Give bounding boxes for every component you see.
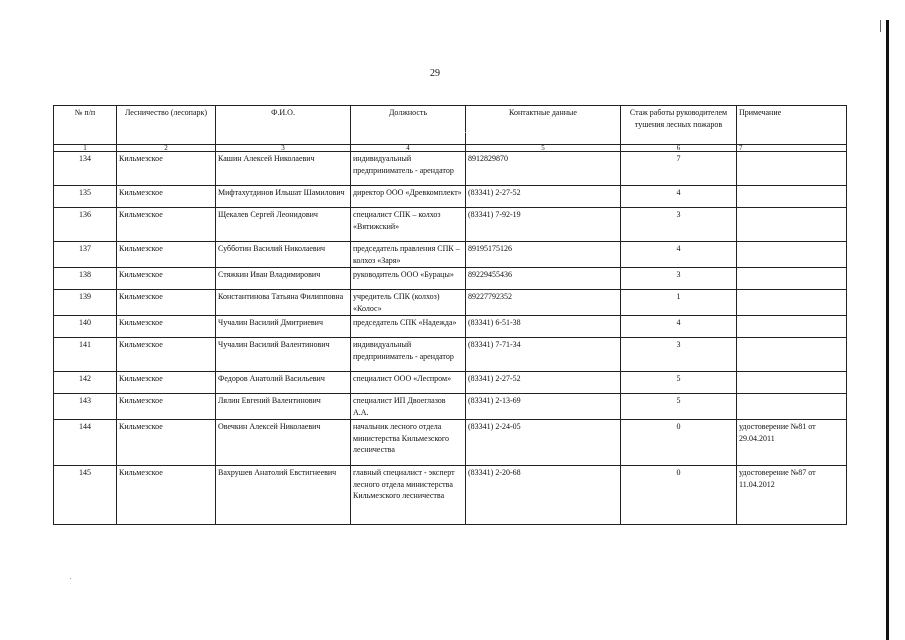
row-number: 137 (54, 242, 117, 268)
column-number: 3 (216, 145, 351, 152)
position-cell: индивидуальный предприниматель - арендатор (351, 338, 466, 372)
experience-cell: 7 (621, 152, 737, 186)
experience-cell: 3 (621, 208, 737, 242)
note-cell (737, 242, 847, 268)
row-number: 144 (54, 420, 117, 466)
table-row (54, 372, 847, 394)
note-cell (737, 186, 847, 208)
full-name-cell: Субботин Василий Николаевич (216, 242, 351, 268)
full-name-cell: Лялин Евгений Валентинович (216, 394, 351, 420)
contacts-cell: 89195175126 (466, 242, 621, 268)
forestry-cell: Кильмезское (117, 208, 216, 242)
header-cell: Примечание (737, 106, 847, 145)
row-number: 140 (54, 316, 117, 338)
row-number: 138 (54, 268, 117, 290)
column-number: 6 (621, 145, 737, 152)
experience-cell: 0 (621, 466, 737, 525)
header-cell: № п/п (54, 106, 117, 145)
contacts-cell: (83341) 2-27-52 (466, 372, 621, 394)
forestry-cell: Кильмезское (117, 268, 216, 290)
table-row (54, 152, 847, 186)
table-row (54, 338, 847, 372)
header-row (54, 106, 847, 145)
full-name-cell: Щекалев Сергей Леонидович (216, 208, 351, 242)
full-name-cell: Чучалин Василий Валентинович (216, 338, 351, 372)
scan-mark (70, 578, 71, 579)
note-cell (737, 268, 847, 290)
note-cell: удостоверение №81 от 29.04.2011 (737, 420, 847, 466)
contacts-cell: (83341) 6-51-38 (466, 316, 621, 338)
column-number: 1 (54, 145, 117, 152)
experience-cell: 4 (621, 242, 737, 268)
table-row (54, 420, 847, 466)
forestry-cell: Кильмезское (117, 290, 216, 316)
position-cell: специалист ИП Двоеглазов А.А. (351, 394, 466, 420)
forestry-cell: Кильмезское (117, 316, 216, 338)
full-name-cell: Вахрушев Анатолий Евстигнеевич (216, 466, 351, 525)
row-number: 141 (54, 338, 117, 372)
forestry-cell: Кильмезское (117, 394, 216, 420)
row-number: 139 (54, 290, 117, 316)
table-row (54, 186, 847, 208)
full-name-cell: Федоров Анатолий Васильевич (216, 372, 351, 394)
full-name-cell: Овечкин Алексей Николаевич (216, 420, 351, 466)
note-cell (737, 208, 847, 242)
position-cell: начальник лесного отдела министерства Кильмезского лесничества (351, 420, 466, 466)
contacts-cell: 8912829870 (466, 152, 621, 186)
experience-cell: 1 (621, 290, 737, 316)
header-cell: Ф.И.О. (216, 106, 351, 145)
full-name-cell: Кашин Алексей Николаевич (216, 152, 351, 186)
table-row (54, 208, 847, 242)
row-number: 143 (54, 394, 117, 420)
position-cell: специалист ООО «Леспром» (351, 372, 466, 394)
header-cell: Контактные данные (466, 106, 621, 145)
row-number: 145 (54, 466, 117, 525)
position-cell: индивидуальный предприниматель - арендатор (351, 152, 466, 186)
experience-cell: 3 (621, 338, 737, 372)
contacts-cell: (83341) 7-92-19 (466, 208, 621, 242)
position-cell: руководитель ООО «Бурацы» (351, 268, 466, 290)
note-cell (737, 290, 847, 316)
full-name-cell: Чучалин Василий Дмитриевич (216, 316, 351, 338)
table-row (54, 290, 847, 316)
position-cell: директор ООО «Древкомплект» (351, 186, 466, 208)
scan-mark (465, 132, 466, 133)
contacts-cell: (83341) 2-20-68 (466, 466, 621, 525)
note-cell: удостоверение №87 от 11.04.2012 (737, 466, 847, 525)
experience-cell: 0 (621, 420, 737, 466)
position-cell: главный специалист - эксперт лесного отдела министерства Кильмезского лесничества (351, 466, 466, 525)
position-cell: учредитель СПК (колхоз) «Колос» (351, 290, 466, 316)
forestry-cell: Кильмезское (117, 420, 216, 466)
experience-cell: 4 (621, 316, 737, 338)
note-cell (737, 372, 847, 394)
table-row (54, 394, 847, 420)
column-number: 2 (117, 145, 216, 152)
forestry-cell: Кильмезское (117, 152, 216, 186)
full-name-cell: Мифтахутдинов Ильшат Шамилович (216, 186, 351, 208)
column-number: 4 (351, 145, 466, 152)
scan-edge-bar (886, 20, 889, 640)
forestry-cell: Кильмезское (117, 466, 216, 525)
contacts-cell: (83341) 7-71-34 (466, 338, 621, 372)
forestry-cell: Кильмезское (117, 242, 216, 268)
row-number: 134 (54, 152, 117, 186)
experience-cell: 3 (621, 268, 737, 290)
contacts-cell: (83341) 2-24-05 (466, 420, 621, 466)
table-row (54, 466, 847, 525)
contacts-cell: (83341) 2-27-52 (466, 186, 621, 208)
contacts-cell: 89227792352 (466, 290, 621, 316)
table-row (54, 242, 847, 268)
full-name-cell: Стяжкин Иван Владимирович (216, 268, 351, 290)
experience-cell: 5 (621, 394, 737, 420)
experience-cell: 5 (621, 372, 737, 394)
row-number: 135 (54, 186, 117, 208)
column-number-row (54, 145, 847, 152)
forestry-cell: Кильмезское (117, 372, 216, 394)
position-cell: председатель СПК «Надежда» (351, 316, 466, 338)
header-cell: Стаж работы руководителем тушения лесных пожаров (621, 106, 737, 145)
table-row (54, 316, 847, 338)
note-cell (737, 338, 847, 372)
scan-mark (880, 20, 881, 32)
contacts-cell: (83341) 2-13-69 (466, 394, 621, 420)
row-number: 136 (54, 208, 117, 242)
experience-cell: 4 (621, 186, 737, 208)
page-number: 29 (430, 68, 440, 79)
note-cell (737, 152, 847, 186)
contacts-table (53, 105, 847, 525)
row-number: 142 (54, 372, 117, 394)
contacts-cell: 89229455436 (466, 268, 621, 290)
full-name-cell: Константинова Татьяна Филипповна (216, 290, 351, 316)
header-cell: Должность (351, 106, 466, 145)
forestry-cell: Кильмезское (117, 186, 216, 208)
note-cell (737, 316, 847, 338)
note-cell (737, 394, 847, 420)
header-cell: Лесничество (лесопарк) (117, 106, 216, 145)
column-number: 7 (737, 145, 847, 152)
forestry-cell: Кильмезское (117, 338, 216, 372)
position-cell: председатель правления СПК – колхоз «Заря» (351, 242, 466, 268)
position-cell: специалист СПК – колхоз «Вятижский» (351, 208, 466, 242)
table-row (54, 268, 847, 290)
column-number: 5 (466, 145, 621, 152)
